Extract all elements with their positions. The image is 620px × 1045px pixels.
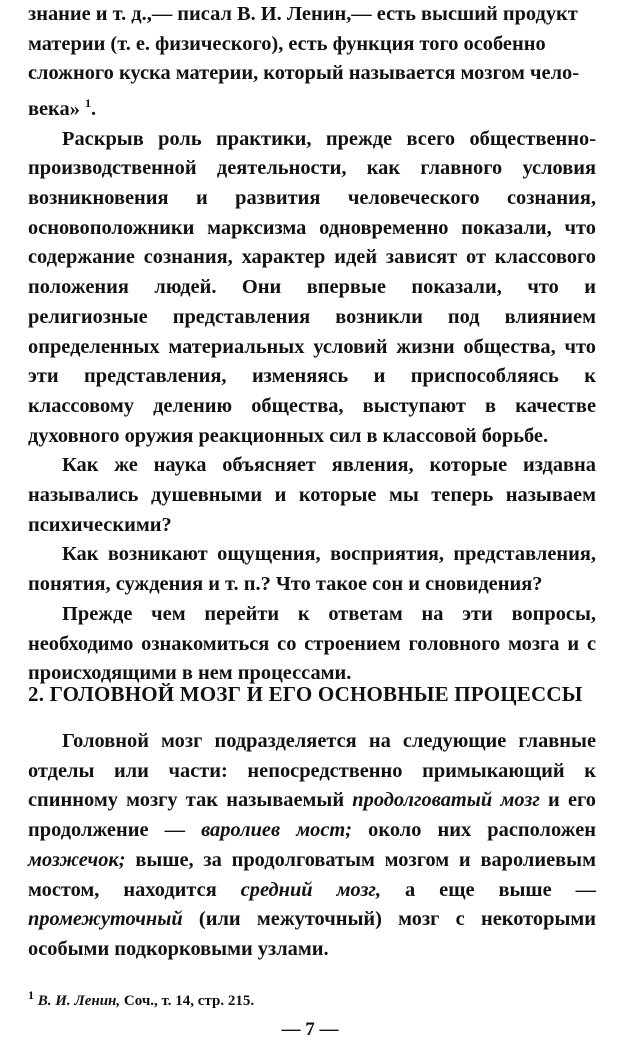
paragraph: Как возникают ощущения, восприятия, представления, понятия, суждения и т. п.? Что такое сон и сновидения? <box>28 543 596 596</box>
text-span: а еще выше — <box>381 878 596 901</box>
footnote-reference-text: Соч., т. 14, стр. 215. <box>120 993 255 1009</box>
section-text <box>28 727 596 965</box>
paragraph: Прежде чем перейти к ответам на эти вопросы, необходимо ознакомиться со строением головного мозга и с происходящими в нем процессами. <box>28 602 596 685</box>
footnote-number: 1 <box>28 988 34 1002</box>
quote-line: века» <box>28 97 80 120</box>
paragraph: Как же наука объясняет явления, которые издавна назывались душевными и которые мы теперь называем психическими? <box>28 454 596 536</box>
text-span: Головной мозг подразделяется на следующие главные отделы или части: непосредственно примыкающий к спинному мозгу так называемый <box>28 730 596 812</box>
footnote-reference: 1 <box>85 96 92 111</box>
text-span: (или межуточный) мозг с некоторыми особыми подкорковыми узлами. <box>28 908 596 960</box>
paragraph-quote: знание и т. д.,— писал В. И. Ленин,— есть высший продукт материи (т. е. физического), есть функция того особенно сложного куска материи, который называется мозгом чело- века» $^1$. <box>28 3 580 120</box>
term-italic: варолиев мост; <box>201 819 353 842</box>
term-italic: промежуточный <box>28 908 183 931</box>
term-italic: продолговатый мозг <box>352 789 540 812</box>
footnote-author: В. И. Ленин, <box>37 993 121 1009</box>
text-span: выше, за продолговатым мозгом и варолиевым мостом, находится <box>28 848 596 901</box>
paragraph <box>28 727 596 965</box>
term-italic: мозжечок; <box>28 848 126 871</box>
quote-line: знание и т. д.,— писал В. И. Ленин,— есть высший продукт <box>28 3 578 25</box>
text-span: и его продолжение — <box>28 789 596 842</box>
section-heading: 2. ГОЛОВНОЙ МОЗГ И ЕГО ОСНОВНЫЕ ПРОЦЕССЫ <box>28 682 583 706</box>
text-block <box>28 0 596 689</box>
page-number: — 7 — <box>281 1019 339 1040</box>
quote-line: сложного куска материи, который называется мозгом чело- <box>28 62 580 85</box>
term-italic: средний мозг, <box>240 878 382 901</box>
paragraph: Раскрыв роль практики, прежде всего общественно-производственной деятельности, как главного условия возникновения и развития человеческого сознания, основоположники марксизма одновременно показали, что содержание сознания, характер идей зависят от классового положения людей. Они впервые показали, что и религиозные представления возникли под влиянием определенных материальных условий жизни общества, что эти представления, изменяясь и приспособляясь к классовому делению общества, выступают в качестве духовного оружия реакционных сил в классовой борьбе. <box>28 127 596 447</box>
text-span: около них расположен <box>352 819 596 842</box>
footnote <box>28 988 596 1010</box>
quote-line: материи (т. е. физического), есть функция того особенно <box>28 32 546 55</box>
